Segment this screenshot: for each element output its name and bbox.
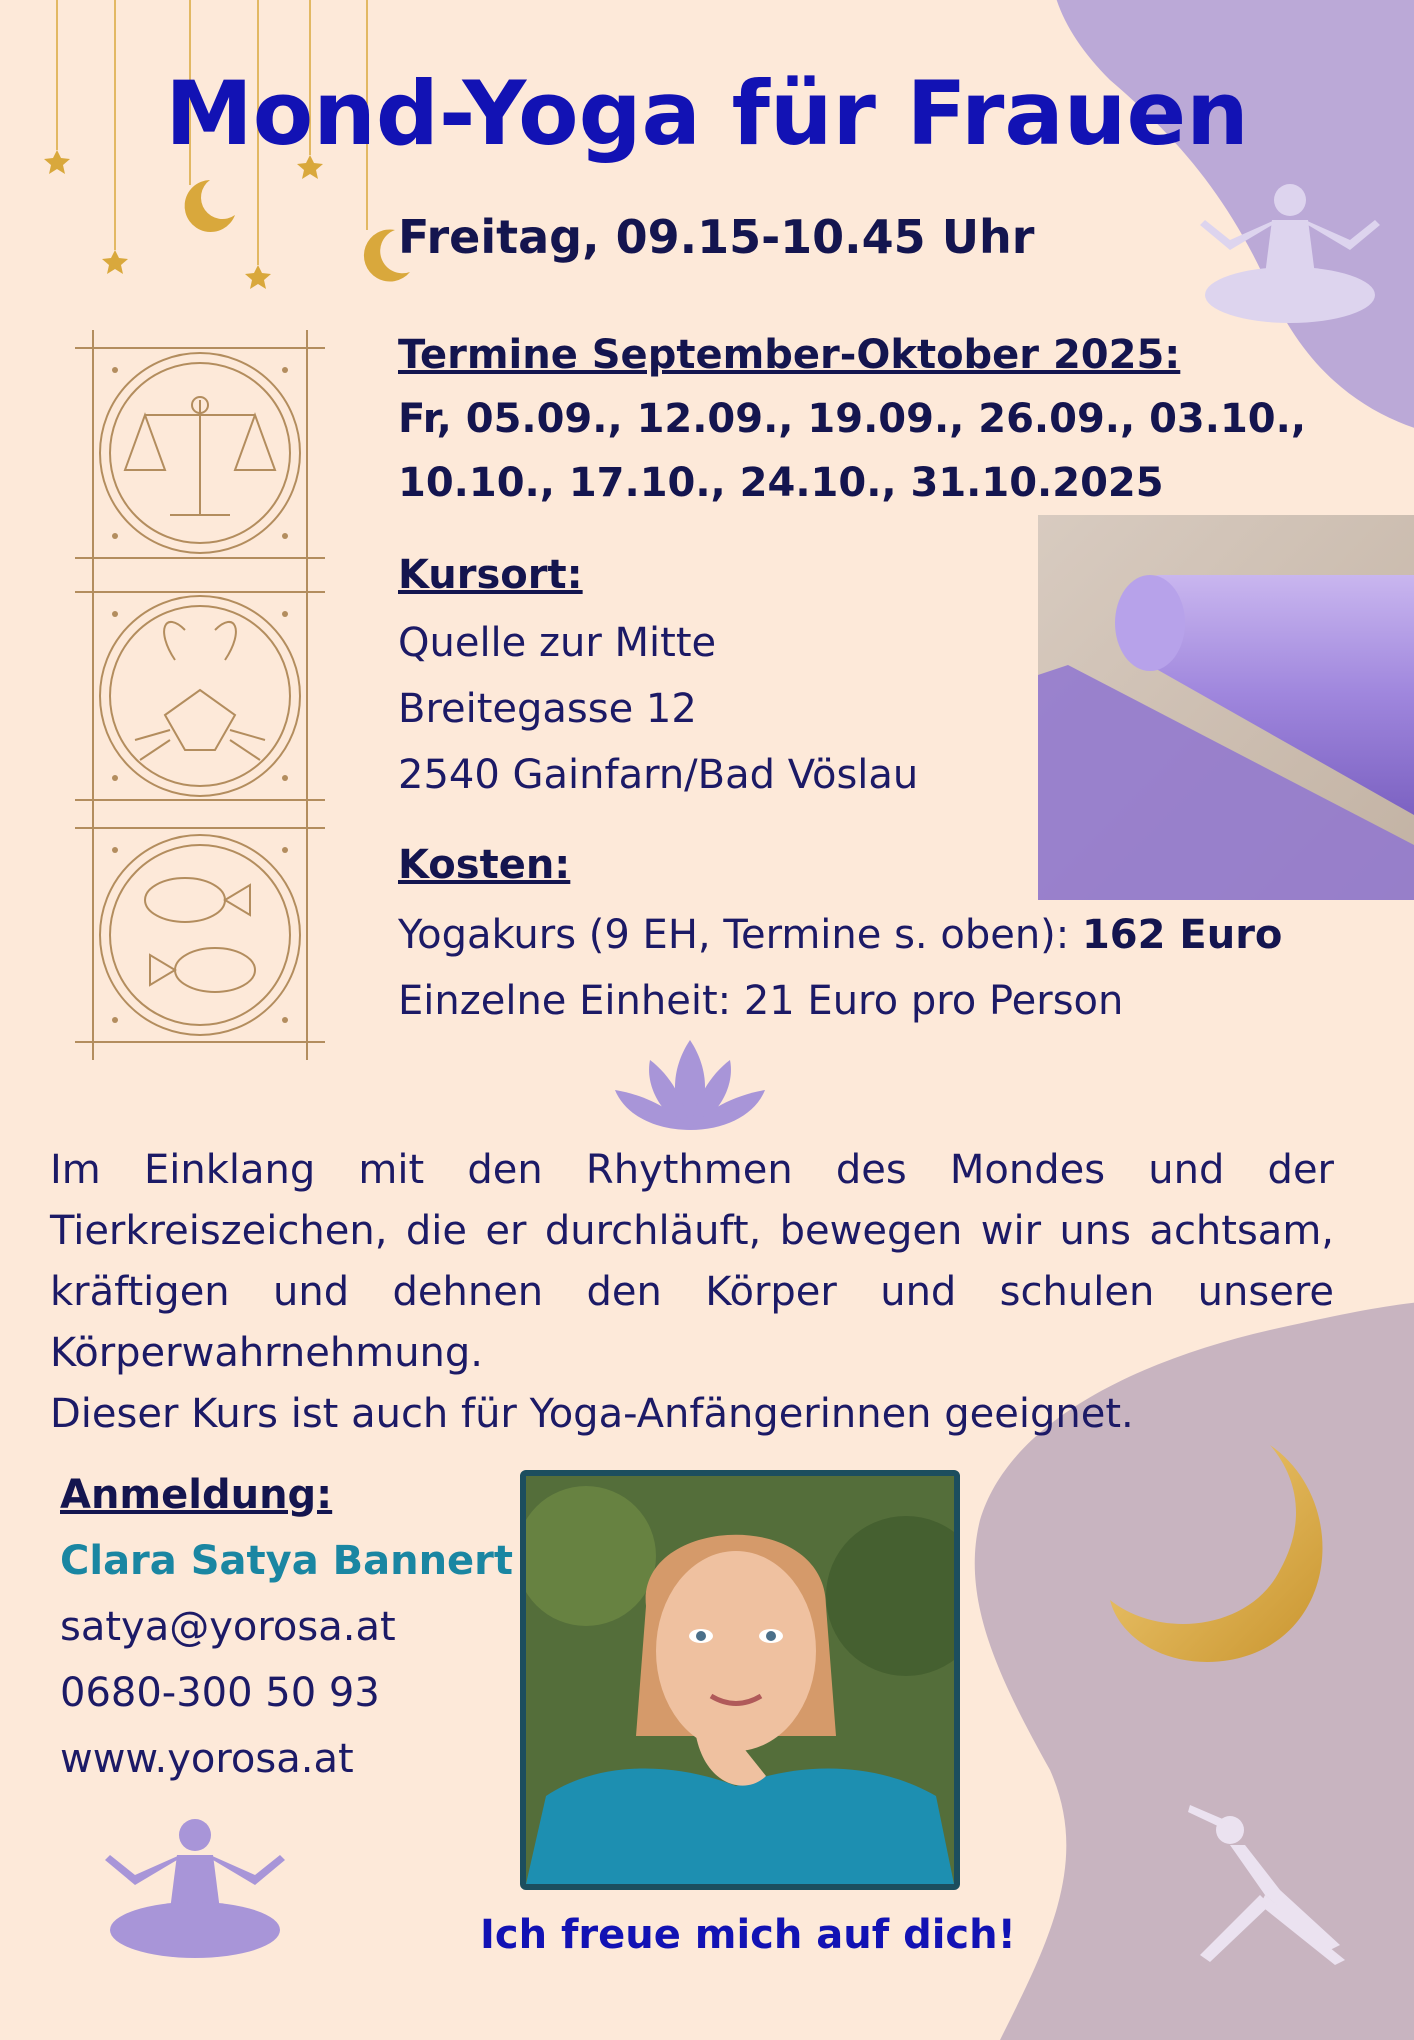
kosten-heading: Kosten: (398, 842, 571, 888)
venue-city: 2540 Gainfarn/Bad Vöslau (398, 752, 919, 798)
libra-zodiac-icon (100, 353, 300, 553)
termine-heading: Termine September-Oktober 2025: (398, 332, 1181, 378)
description-line: Dieser Kurs ist auch für Yoga-Anfängerinnen geeignet. (50, 1391, 1134, 1437)
pisces-zodiac-icon (100, 835, 300, 1035)
lotus-icon (610, 1035, 770, 1135)
description-line: Körperwahrnehmung. (50, 1330, 484, 1376)
page-title: Mond-Yoga für Frauen (165, 62, 1249, 165)
course-price-label: Yogakurs (9 EH, Termine s. oben): (398, 912, 1082, 958)
crescent-moon-icon (1100, 1440, 1340, 1670)
contact-email-link[interactable]: satya@yorosa.at (60, 1604, 396, 1650)
anmeldung-heading: Anmeldung: (60, 1472, 333, 1518)
course-price-value: 162 Euro (1081, 912, 1283, 958)
meditation-figure-icon (95, 1815, 295, 1965)
closing-message: Ich freue mich auf dich! (480, 1912, 1016, 1958)
description-line: Tierkreiszeichen, die er durchläuft, bewegen wir uns achtsam, (50, 1208, 1334, 1254)
schedule-time: Freitag, 09.15-10.45 Uhr (398, 210, 1035, 264)
venue-name: Quelle zur Mitte (398, 620, 717, 666)
dates-line: Fr, 05.09., 12.09., 19.09., 26.09., 03.10., (398, 396, 1307, 442)
course-price-line (398, 912, 1282, 958)
meditation-figure-icon (1190, 180, 1390, 330)
venue-street: Breitegasse 12 (398, 686, 697, 732)
crescent-moon-icon (185, 180, 235, 232)
single-unit-price: Einzelne Einheit: 21 Euro pro Person (398, 978, 1124, 1024)
star-icon (102, 250, 128, 274)
cancer-zodiac-icon (100, 596, 300, 796)
star-icon (245, 265, 271, 289)
website-link[interactable]: www.yorosa.at (60, 1736, 354, 1782)
kursort-heading: Kursort: (398, 552, 583, 598)
zodiac-panel (75, 330, 335, 1060)
yoga-mat-photo (1038, 515, 1414, 900)
contact-phone[interactable]: 0680-300 50 93 (60, 1670, 380, 1716)
instructor-portrait-photo (520, 1470, 960, 1890)
contact-name: Clara Satya Bannert (60, 1538, 514, 1584)
description-line: Im Einklang mit den Rhythmen des Mondes und der (50, 1147, 1334, 1193)
description-line: kräftigen und dehnen den Körper und schulen unsere (50, 1269, 1334, 1315)
course-description (50, 1140, 1334, 1445)
dates-line: 10.10., 17.10., 24.10., 31.10.2025 (398, 460, 1164, 506)
yoga-pose-figure-icon (1170, 1800, 1360, 1970)
